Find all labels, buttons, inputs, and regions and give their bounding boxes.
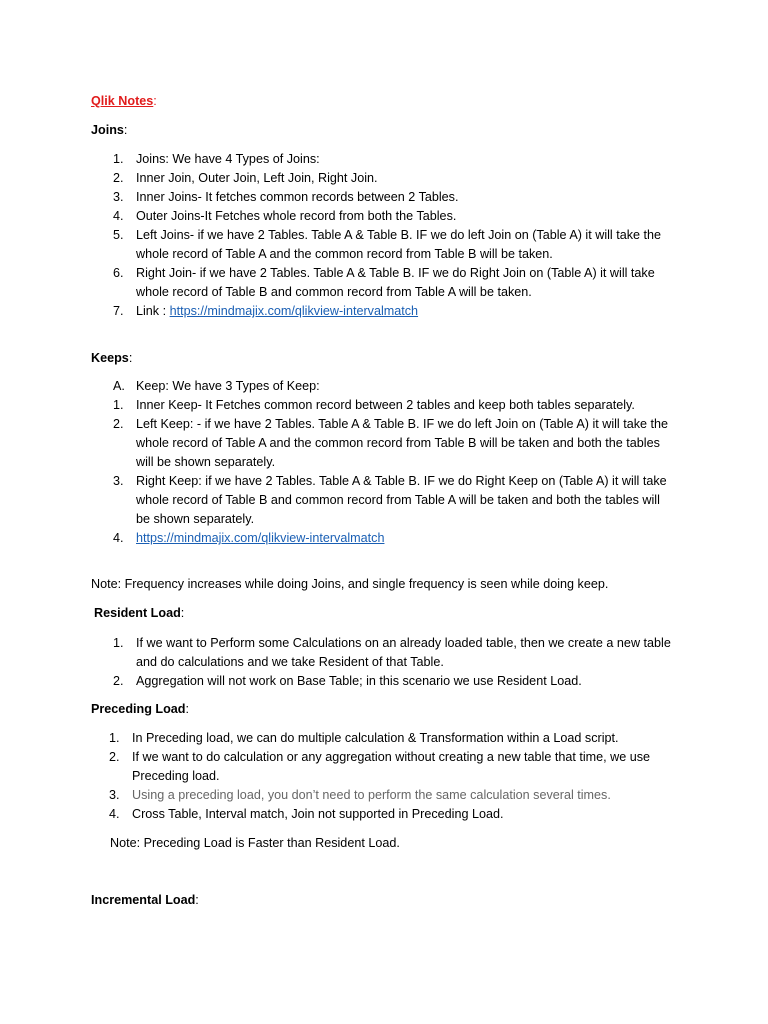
list-item <box>113 226 124 245</box>
incremental-heading <box>91 891 199 910</box>
keeps-heading-colon: : <box>128 351 133 365</box>
list-item <box>113 377 125 396</box>
note-preceding: Note: Preceding Load is Faster than Resident Load. <box>110 836 400 850</box>
list-item-text: Cross Table, Interval match, Join not supported in Preceding Load. <box>132 807 504 821</box>
list-item <box>113 396 124 415</box>
list-item-text: Left Joins- if we have 2 Tables. Table A & Table B. IF we do left Join on (Table A) it will take the <box>136 228 662 242</box>
list-item-text: Right Join- if we have 2 Tables. Table A & Table B. IF we do Right Join on (Table A) it will take <box>136 266 655 280</box>
list-item-text: whole record of Table A and the common record from Table B will be taken and both the tables <box>136 436 660 450</box>
preceding-heading-colon: : <box>185 702 189 716</box>
keeps-heading <box>91 349 132 368</box>
list-item-text: Inner Joins- It fetches common records between 2 Tables. <box>136 190 459 204</box>
item-number: 1. <box>113 398 124 412</box>
mindmajix-link[interactable]: https://mindmajix.com/qlikview-intervalmatch <box>169 304 419 318</box>
list-item <box>113 150 124 169</box>
list-item-text: whole record of Table A and the common record from Table B will be taken. <box>136 247 553 261</box>
resident-heading <box>94 604 184 623</box>
item-number: 2. <box>109 750 120 764</box>
list-item <box>113 188 124 207</box>
item-number: 3. <box>113 474 124 488</box>
incremental-heading-colon: : <box>195 893 199 907</box>
item-number: 2. <box>113 674 124 688</box>
list-item-text: be shown separately. <box>136 512 255 526</box>
list-item-text: and do calculations and we take Resident of that Table. <box>136 655 444 669</box>
resident-heading-text: Resident Load <box>94 606 181 620</box>
list-item <box>109 729 120 748</box>
list-item <box>113 529 124 548</box>
list-item-text: will be shown separately. <box>136 455 276 469</box>
list-item <box>109 786 120 805</box>
item-number: A. <box>113 379 125 393</box>
mindmajix-link[interactable]: https://mindmajix.com/qlikview-intervalmatch <box>136 531 385 545</box>
title-colon: : <box>153 94 157 108</box>
preceding-heading-text: Preceding Load <box>91 702 186 716</box>
preceding-heading <box>91 700 189 719</box>
list-item-text: In Preceding load, we can do multiple calculation & Transformation within a Load script. <box>132 731 619 745</box>
list-item <box>113 415 124 434</box>
list-item-text: Keep: We have 3 Types of Keep: <box>136 379 320 393</box>
document-title <box>91 92 157 111</box>
list-item <box>113 634 124 653</box>
list-item-text: Outer Joins-It Fetches whole record from both the Tables. <box>136 209 457 223</box>
list-item-text: Inner Keep- It Fetches common record between 2 tables and keep both tables separately. <box>136 398 635 412</box>
list-item-text: If we want to do calculation or any aggregation without creating a new table that time, we use <box>132 750 651 764</box>
list-item-text: Preceding load. <box>132 769 220 783</box>
item-number: 4. <box>113 209 124 223</box>
list-item <box>109 805 120 824</box>
item-number: 6. <box>113 266 124 280</box>
list-item-link-row <box>136 529 384 548</box>
list-item-text: Joins: We have 4 Types of Joins: <box>136 152 320 166</box>
list-item-text: Using a preceding load, you don’t need to perform the same calculation several times. <box>132 788 611 802</box>
item-number: 1. <box>113 636 124 650</box>
list-item-text: Inner Join, Outer Join, Left Join, Right Join. <box>136 171 378 185</box>
item-number: 2. <box>113 171 124 185</box>
link-prefix: Link : <box>136 304 170 318</box>
list-item-text: whole record of Table B and common record from Table A will be taken. <box>136 285 532 299</box>
item-number: 1. <box>113 152 124 166</box>
list-item <box>113 207 124 226</box>
list-item-text: Right Keep: if we have 2 Tables. Table A & Table B. IF we do Right Keep on (Table A) it will take <box>136 474 667 488</box>
incremental-heading-text: Incremental Load <box>91 893 196 907</box>
title-text: Qlik Notes <box>91 94 154 108</box>
item-number: 4. <box>113 531 124 545</box>
item-number: 4. <box>109 807 120 821</box>
list-item <box>113 672 124 691</box>
item-number: 3. <box>113 190 124 204</box>
joins-heading-text: Joins <box>91 123 124 137</box>
list-item-text: Aggregation will not work on Base Table; in this scenario we use Resident Load. <box>136 674 582 688</box>
item-number: 5. <box>113 228 124 242</box>
joins-heading <box>91 121 127 140</box>
note-frequency: Note: Frequency increases while doing Joins, and single frequency is seen while doing keep. <box>91 577 609 591</box>
list-item-link-row <box>136 302 418 321</box>
list-item-text: Left Keep: - if we have 2 Tables. Table A & Table B. IF we do left Join on (Table A) it will take the <box>136 417 669 431</box>
item-number: 2. <box>113 417 124 431</box>
list-item <box>109 748 120 767</box>
list-item <box>113 472 124 491</box>
item-number: 3. <box>109 788 120 802</box>
list-item <box>113 302 124 321</box>
keeps-heading-text: Keeps <box>91 351 129 365</box>
item-number: 1. <box>109 731 120 745</box>
list-item-text: If we want to Perform some Calculations on an already loaded table, then we create a new table <box>136 636 671 650</box>
list-item <box>113 264 124 283</box>
list-item-text: whole record of Table B and common record from Table A will be taken and both the tables will <box>136 493 660 507</box>
item-number: 7. <box>113 304 124 318</box>
list-item <box>113 169 124 188</box>
joins-heading-colon: : <box>123 123 128 137</box>
resident-heading-colon: : <box>180 606 185 620</box>
